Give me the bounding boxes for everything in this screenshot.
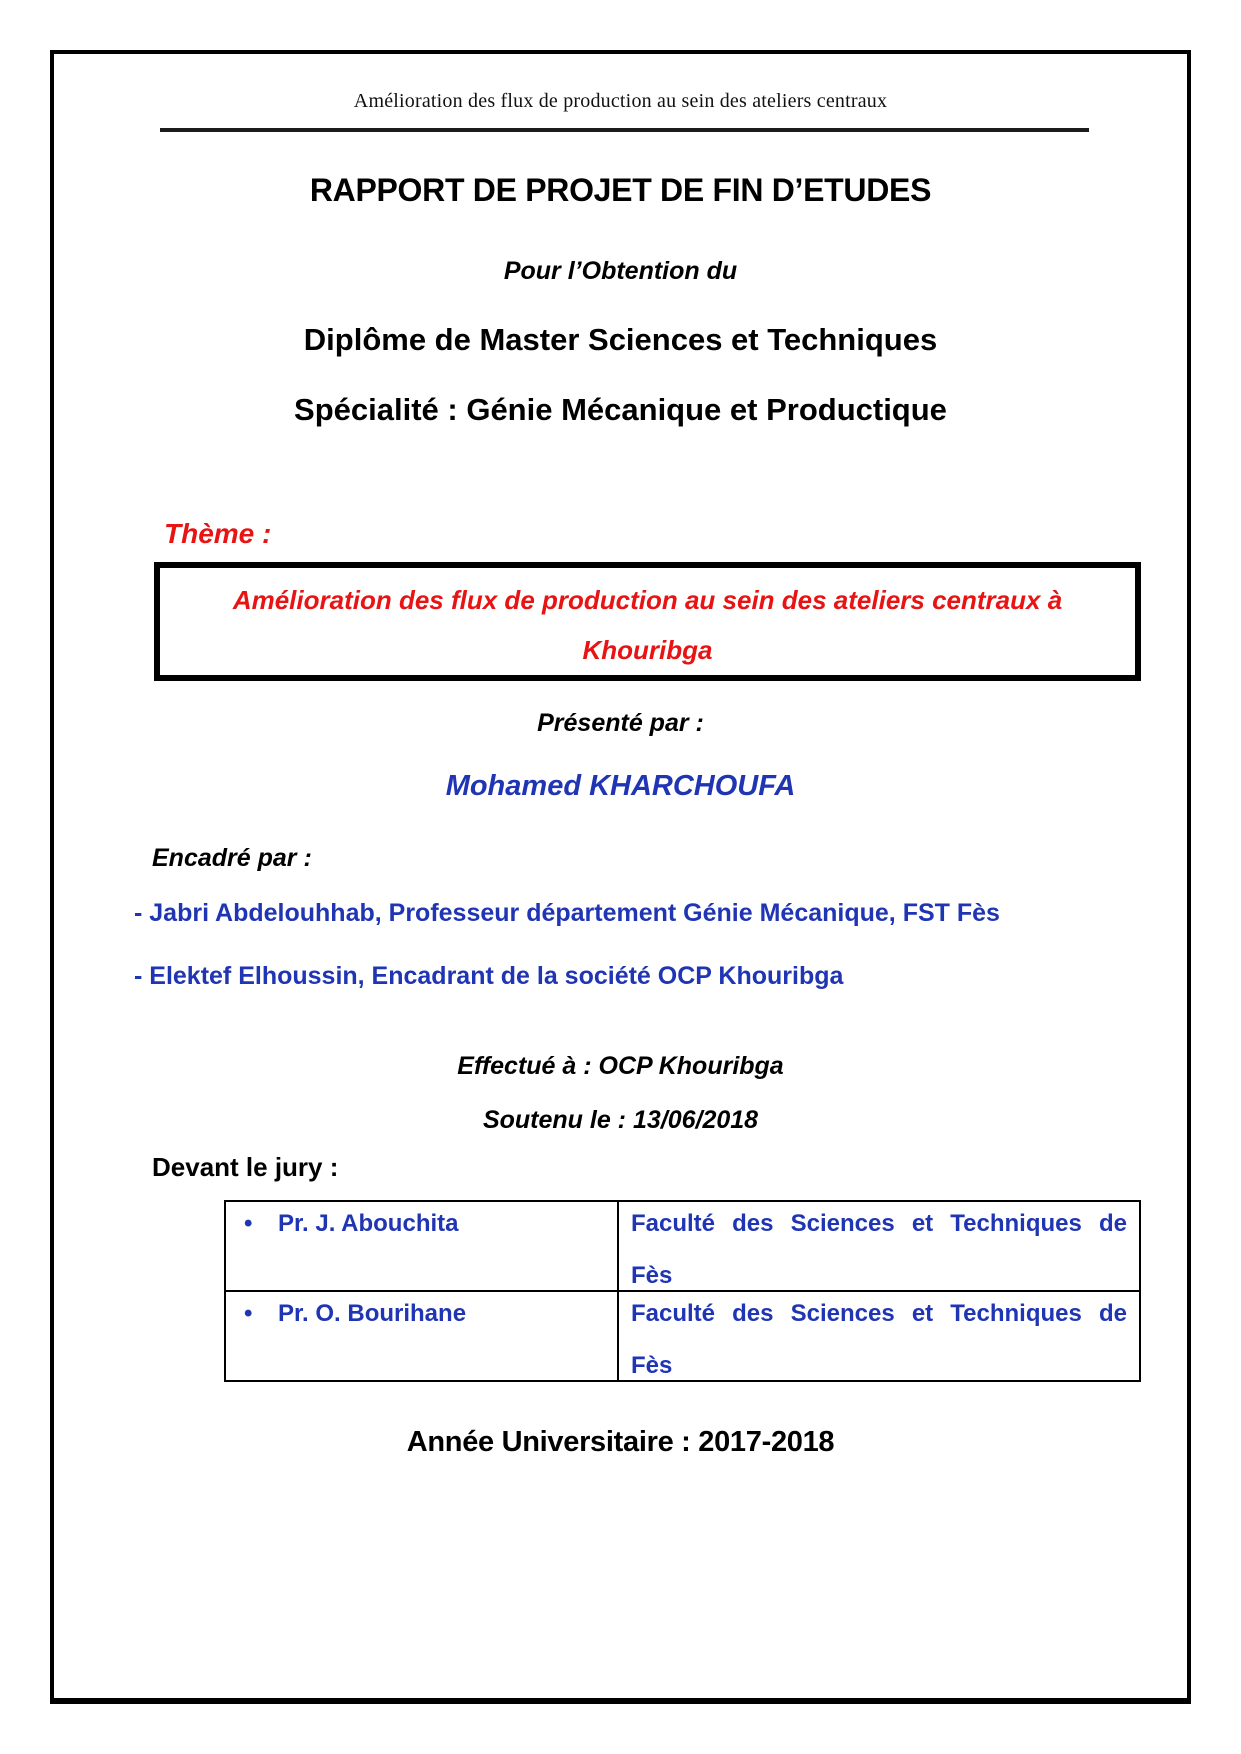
jury-member-name: Pr. O. Bourihane — [278, 1300, 467, 1327]
theme-label: Thème : — [164, 518, 272, 549]
jury-member-name: Pr. J. Abouchita — [278, 1210, 459, 1237]
specialty-title: Spécialité : Génie Mécanique et Productique — [294, 392, 947, 427]
report-title: RAPPORT DE PROJET DE FIN D’ETUDES — [309, 172, 932, 208]
table-row — [225, 1201, 1140, 1291]
header-divider — [160, 128, 1089, 132]
running-header-title: Amélioration des flux de production au sein des ateliers centraux — [353, 90, 888, 112]
location-line: Effectué à : OCP Khouribga — [457, 1052, 784, 1080]
jury-table — [224, 1200, 1141, 1382]
supervised-by-label: Encadré par : — [152, 844, 312, 872]
table-row — [225, 1291, 1140, 1381]
author-name: Mohamed KHARCHOUFA — [445, 770, 796, 802]
jury-affiliation-cell — [618, 1201, 1140, 1291]
jury-name-cell — [225, 1291, 618, 1381]
report-subtitle: Pour l’Obtention du — [503, 257, 738, 285]
theme-title-line1: Amélioration des flux de production au sein des ateliers centraux à — [232, 585, 1063, 615]
page-border — [50, 50, 1191, 1704]
jury-affiliation-line1: Faculté des Sciences et Techniques de — [631, 1300, 1127, 1327]
degree-title: Diplôme de Master Sciences et Techniques — [303, 322, 938, 357]
jury-affiliation-cell — [618, 1291, 1140, 1381]
defense-date-line: Soutenu le : 13/06/2018 — [482, 1106, 759, 1134]
academic-year-line: Année Universitaire : 2017-2018 — [406, 1426, 835, 1458]
jury-name-cell — [225, 1201, 618, 1291]
jury-affiliation-line1: Faculté des Sciences et Techniques de — [631, 1210, 1127, 1237]
bullet-icon: • — [244, 1210, 253, 1237]
bullet-icon: • — [244, 1300, 253, 1327]
theme-box — [154, 562, 1141, 681]
supervisor-1: - Jabri Abdelouhhab, Professeur département Génie Mécanique, FST Fès — [134, 899, 1000, 927]
presented-by-label: Présenté par : — [537, 709, 704, 737]
supervisor-2: - Elektef Elhoussin, Encadrant de la société OCP Khouribga — [134, 962, 844, 990]
jury-affiliation-line2: Fès — [631, 1262, 673, 1289]
jury-label: Devant le jury : — [152, 1152, 339, 1182]
jury-affiliation-line2: Fès — [631, 1352, 673, 1379]
theme-title-line2: Khouribga — [582, 635, 713, 665]
